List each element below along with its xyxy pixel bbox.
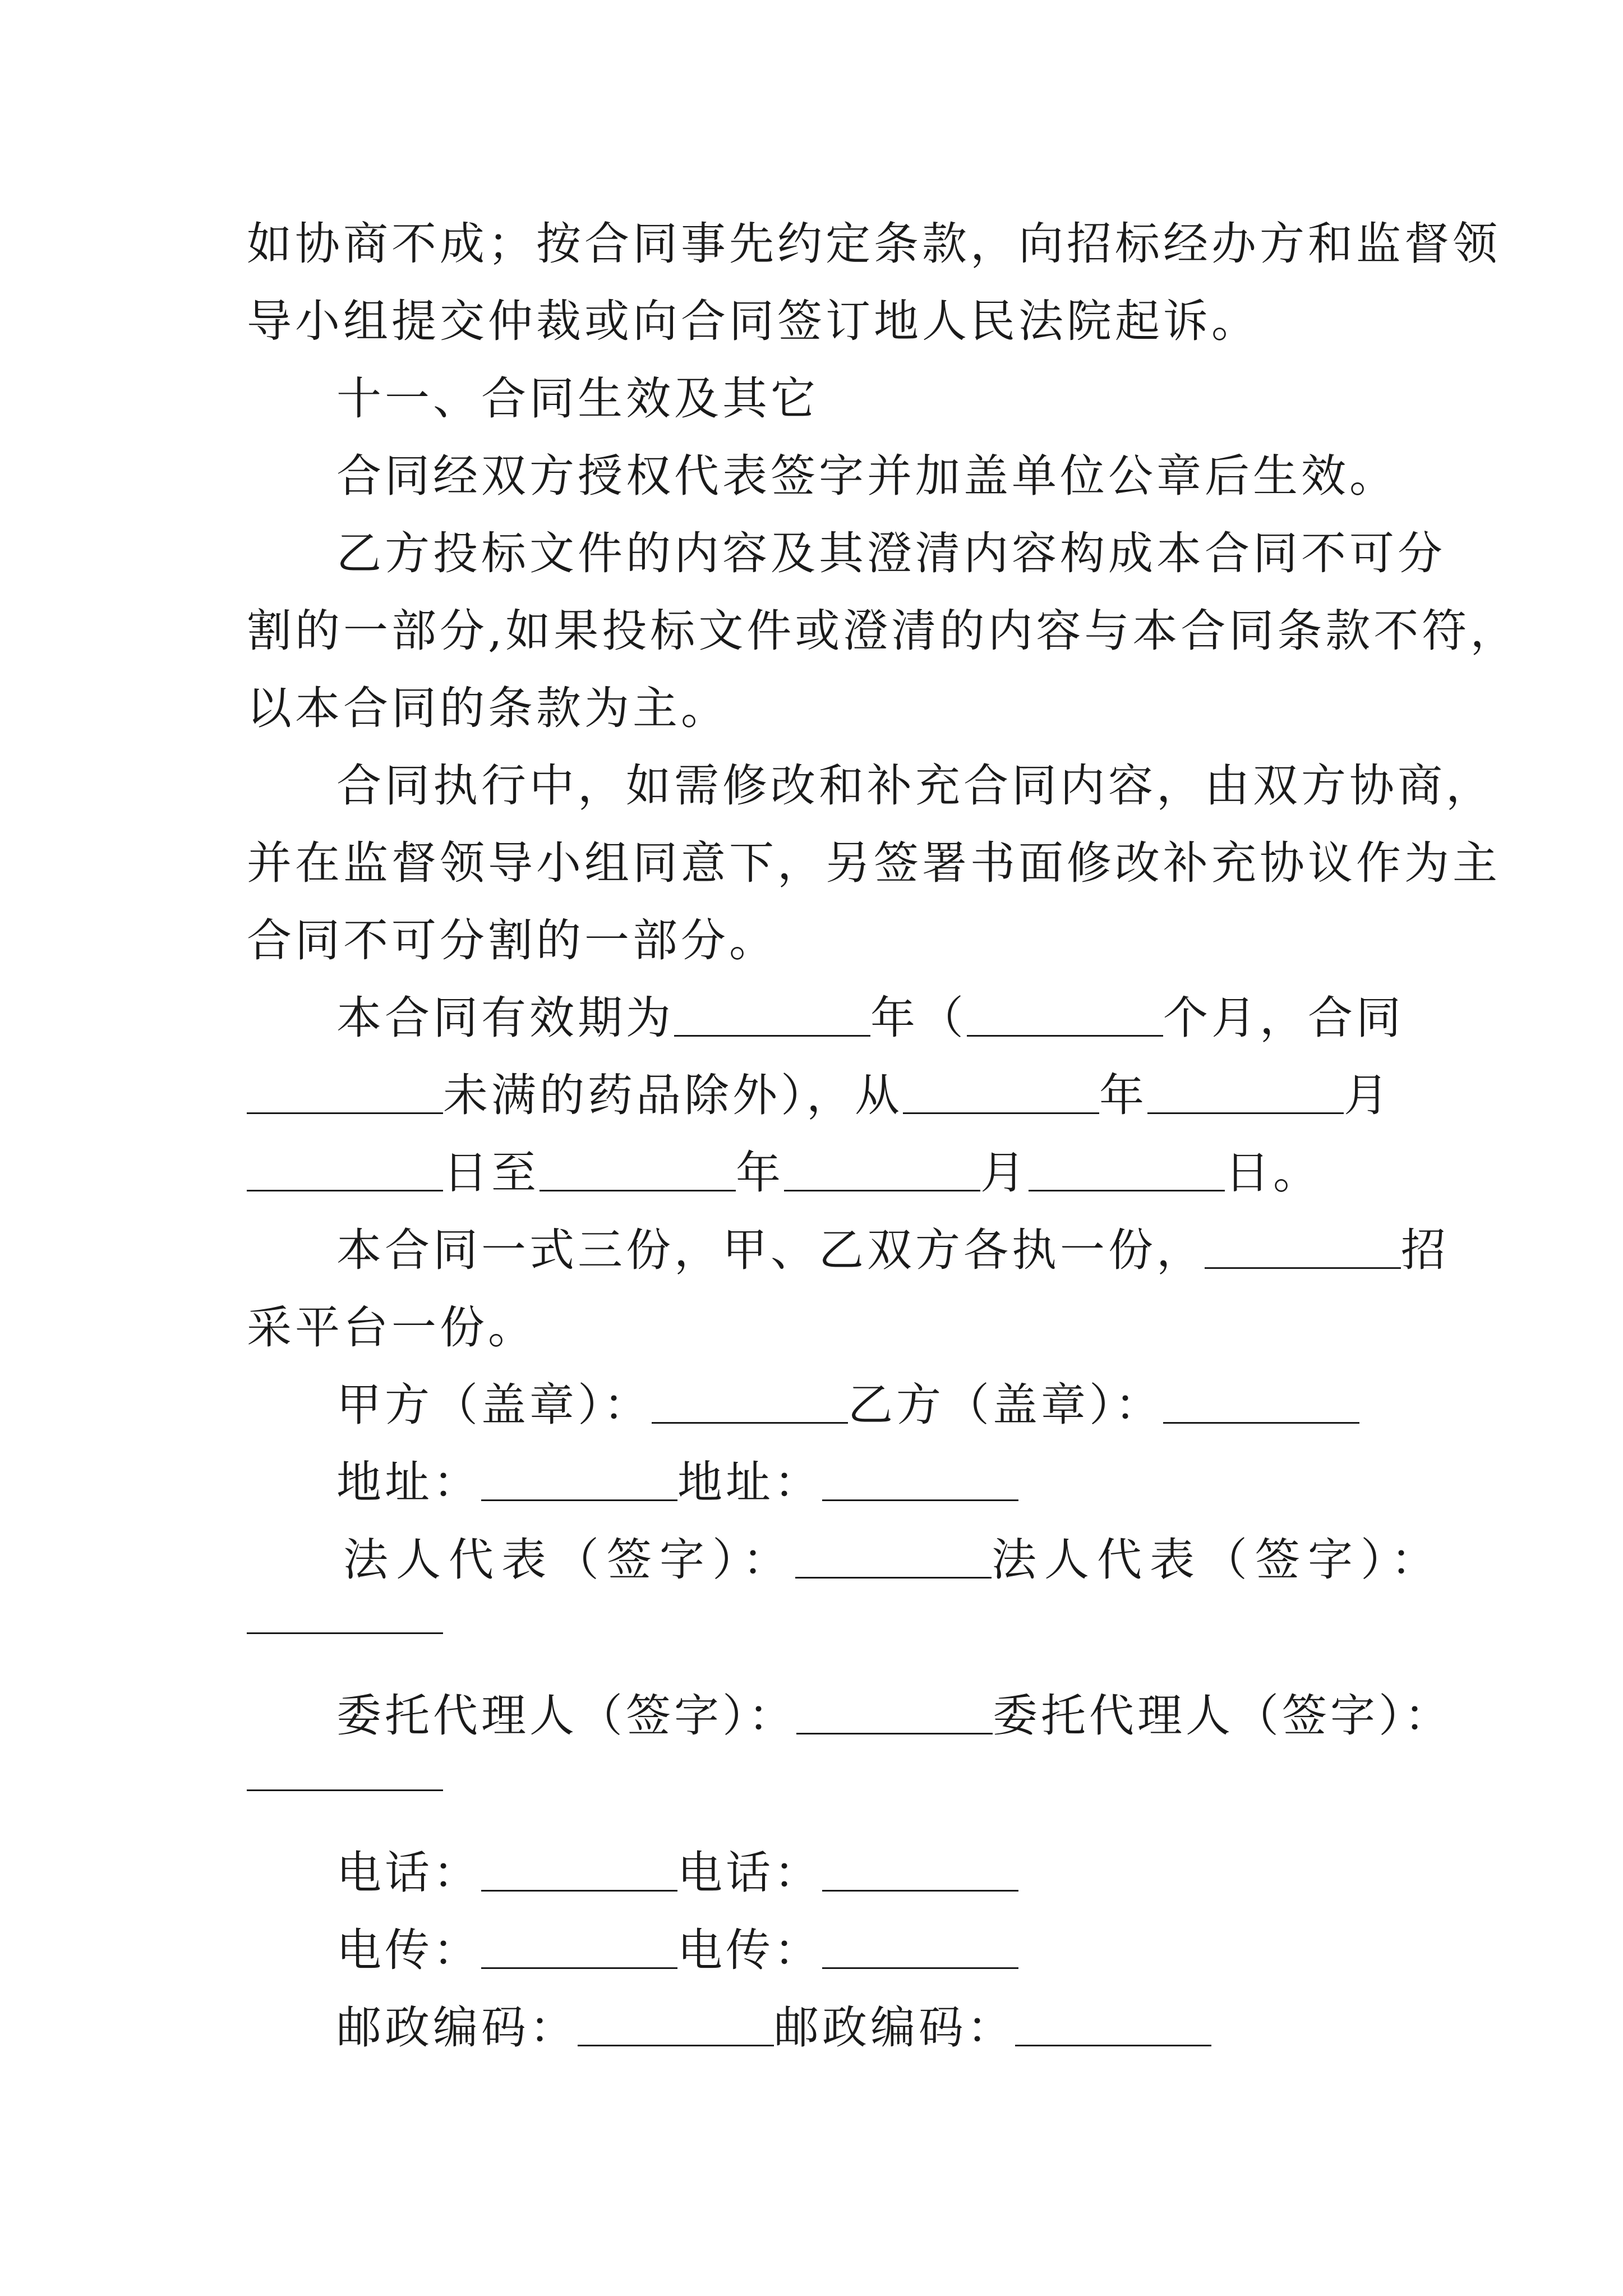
fax-b-label: 电传： [677,1924,822,1976]
signature-line [336,1914,1623,1987]
blank-field[interactable] [967,990,1163,1037]
paragraph-text: 合同经双方授权代表签字并加盖单位公章后生效。 [336,450,1398,502]
fax-a-label: 电传： [336,1924,481,1976]
validity-text: 月 [980,1147,1029,1199]
agent-b-label: 委托代理人（签字）： [993,1690,1453,1742]
text-line [247,904,1623,977]
paragraph-text: 并在监督领导小组同意下，另签署书面修改补充协议作为主 [247,837,1501,889]
validity-text: 未满的药品除外），从 [443,1069,903,1121]
validity-text: 日至 [443,1147,540,1199]
copies-text: 招 [1401,1224,1449,1276]
party-a-seal-label: 甲方（盖章）： [336,1379,652,1431]
legal-rep-a-label: 法人代表（签字）： [343,1534,795,1586]
agent-a-label: 委托代理人（签字）： [336,1690,796,1742]
legal-rep-b-label: 法人代表（签字）： [992,1534,1444,1586]
text-line [336,440,1623,513]
fax-b-field[interactable] [822,1922,1018,1969]
paragraph-text: 合同不可分割的一部分。 [247,914,777,967]
signature-line [336,1369,1623,1442]
phone-b-label: 电话： [677,1847,822,1899]
signature-line [336,1991,1623,2064]
text-line [336,517,1623,590]
agent-b-field[interactable] [247,1789,443,1791]
signature-line [343,1524,1623,1596]
blank-field[interactable] [903,1068,1099,1114]
blank-field[interactable] [784,1145,980,1191]
validity-text: 个月，合同 [1163,992,1404,1044]
postcode-a-field[interactable] [578,2000,774,2046]
address-a-label: 地址： [336,1456,481,1508]
paragraph-text: 乙方投标文件的内容及其澄清内容构成本合同不可分 [336,527,1446,579]
postcode-b-label: 邮政编码： [774,2001,1015,2054]
text-line [336,749,1623,822]
signature-line [336,1680,1623,1752]
text-line [247,285,1623,358]
paragraph-text: 合同执行中，如需修改和补充合同内容，由双方协商， [336,760,1494,812]
text-line [247,672,1623,745]
legal-rep-a-field[interactable] [795,1532,992,1579]
blank-field[interactable] [1147,1068,1344,1114]
party-b-seal-field[interactable] [1163,1377,1359,1424]
paragraph-text: 导小组提交仲裁或向合同签订地人民法院起诉。 [247,295,1260,347]
phone-a-field[interactable] [481,1845,677,1892]
paragraph-text: 割的一部分,如果投标文件或澄清的内容与本合同条款不符， [247,605,1519,657]
party-a-seal-field[interactable] [652,1377,848,1424]
section-heading [336,362,1623,435]
validity-text: 年 [1099,1069,1147,1121]
blank-field[interactable] [540,1145,736,1191]
validity-line [247,1137,1623,1209]
phone-b-field[interactable] [822,1845,1018,1892]
fax-a-field[interactable] [481,1922,677,1969]
address-b-field[interactable] [822,1455,1018,1501]
blank-field[interactable] [247,1145,443,1191]
agent-a-field[interactable] [796,1688,993,1734]
text-line [247,208,1623,280]
validity-line [247,1059,1623,1132]
phone-a-label: 电话： [336,1847,481,1899]
validity-text: 月 [1344,1069,1392,1121]
copies-text: 采平台一份。 [247,1301,536,1354]
heading-text: 十一、合同生效及其它 [336,372,819,425]
text-line [247,827,1623,900]
copies-text: 本合同一式三份，甲、乙双方各执一份， [336,1224,1205,1276]
blank-field[interactable] [1029,1145,1225,1191]
signature-line [336,1837,1623,1910]
validity-line [336,982,1623,1055]
party-b-seal-label: 乙方（盖章）： [848,1379,1163,1431]
legal-rep-b-field[interactable] [247,1632,443,1634]
address-a-field[interactable] [481,1455,677,1501]
copies-line [247,1291,1623,1364]
paragraph-text: 如协商不成；按合同事先约定条款，向招标经办方和监督领 [247,218,1501,270]
signature-line [336,1446,1623,1519]
paragraph-text: 以本合同的条款为主。 [247,682,729,734]
validity-text: 年 [736,1147,784,1199]
blank-field[interactable] [247,1068,443,1114]
postcode-a-label: 邮政编码： [336,2001,578,2054]
copies-line [336,1214,1623,1287]
validity-text: 本合同有效期为 [336,992,674,1044]
validity-text: 年（ [870,992,967,1044]
text-line [247,595,1623,668]
address-b-label: 地址： [677,1456,822,1508]
blank-field[interactable] [674,990,870,1037]
blank-field[interactable] [1205,1222,1401,1269]
postcode-b-field[interactable] [1015,2000,1211,2046]
validity-text: 日。 [1225,1147,1321,1199]
